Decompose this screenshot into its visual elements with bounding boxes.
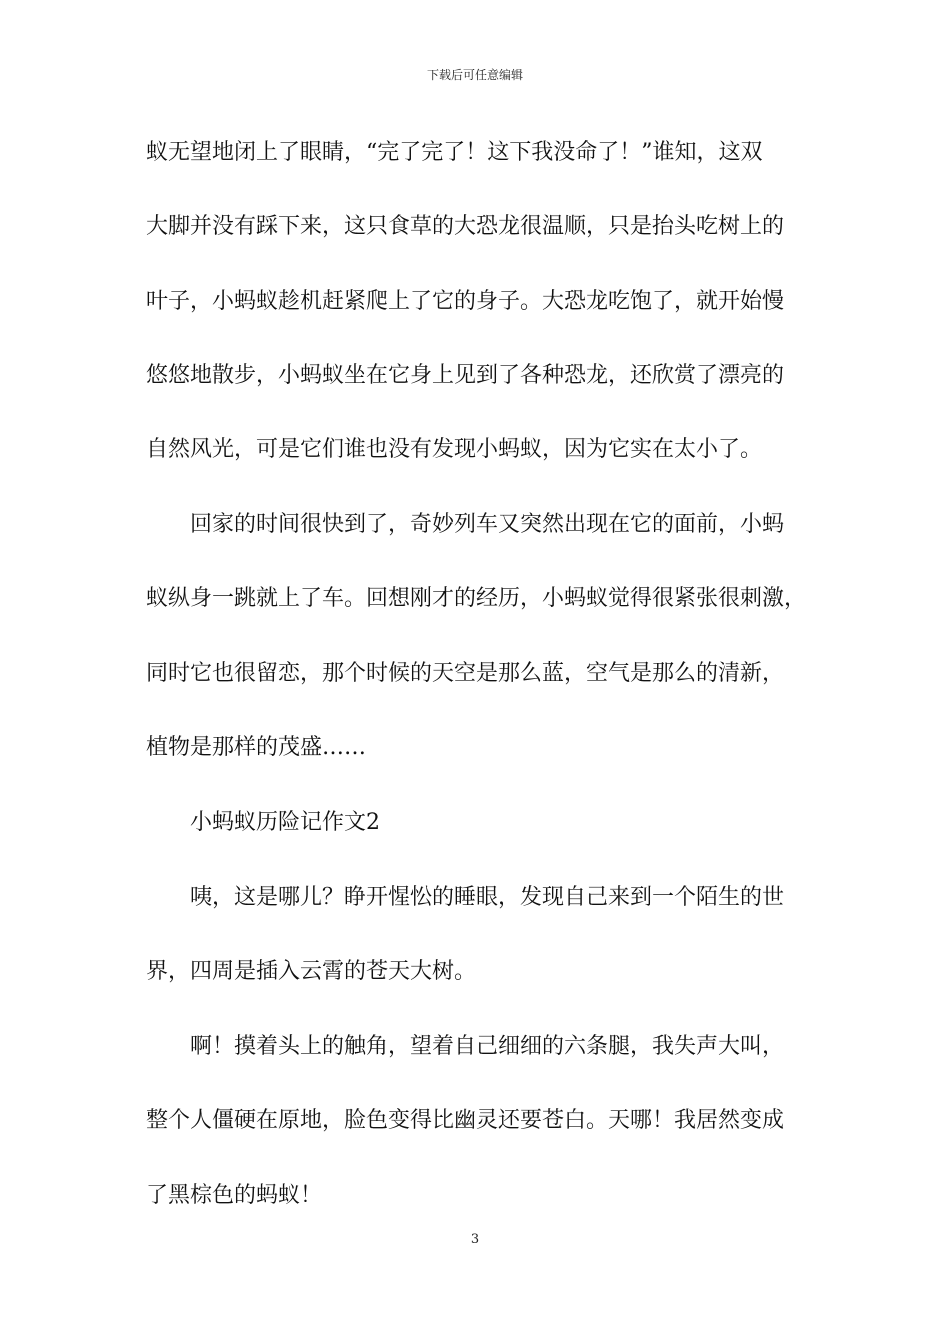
text-line: 自然风光，可是它们谁也没有发现小蚂蚁，因为它实在太小了。 <box>146 437 763 462</box>
paragraph-first-line: 啊！摸着头上的触角，望着自己细细的六条腿，我失声大叫， <box>190 1034 785 1059</box>
text-line: 植物是那样的茂盛…… <box>146 735 367 760</box>
text-line: 叶子，小蚂蚁趁机赶紧爬上了它的身子。大恐龙吃饱了，就开始慢 <box>146 289 785 314</box>
text-line: 整个人僵硬在原地，脸色变得比幽灵还要苍白。天哪！我居然变成 <box>146 1108 785 1133</box>
text-line: 蚁无望地闭上了眼睛，“完了完了！这下我没命了！”谁知，这双 <box>146 140 763 165</box>
page-number: 3 <box>470 1232 480 1247</box>
section-title: 小蚂蚁历险记作文2 <box>190 810 380 835</box>
text-line: 大脚并没有踩下来，这只食草的大恐龙很温顺，只是抬头吃树上的 <box>146 214 785 239</box>
paragraph-first-line: 咦，这是哪儿？睁开惺忪的睡眼，发现自己来到一个陌生的世 <box>190 885 785 910</box>
paragraph-first-line: 回家的时间很快到了，奇妙列车又突然出现在它的面前，小蚂 <box>190 512 785 537</box>
text-line: 蚁纵身一跳就上了车。回想刚才的经历，小蚂蚁觉得很紧张很刺激， <box>146 586 807 611</box>
header-note: 下载后可任意编辑 <box>426 68 523 82</box>
text-line: 同时它也很留恋，那个时候的天空是那么蓝，空气是那么的清新， <box>146 661 785 686</box>
text-line: 悠悠地散步，小蚂蚁坐在它身上见到了各种恐龙，还欣赏了漂亮的 <box>146 363 785 388</box>
text-line: 了黑棕色的蚂蚁！ <box>146 1183 323 1208</box>
text-line: 界，四周是插入云霄的苍天大树。 <box>146 959 477 984</box>
